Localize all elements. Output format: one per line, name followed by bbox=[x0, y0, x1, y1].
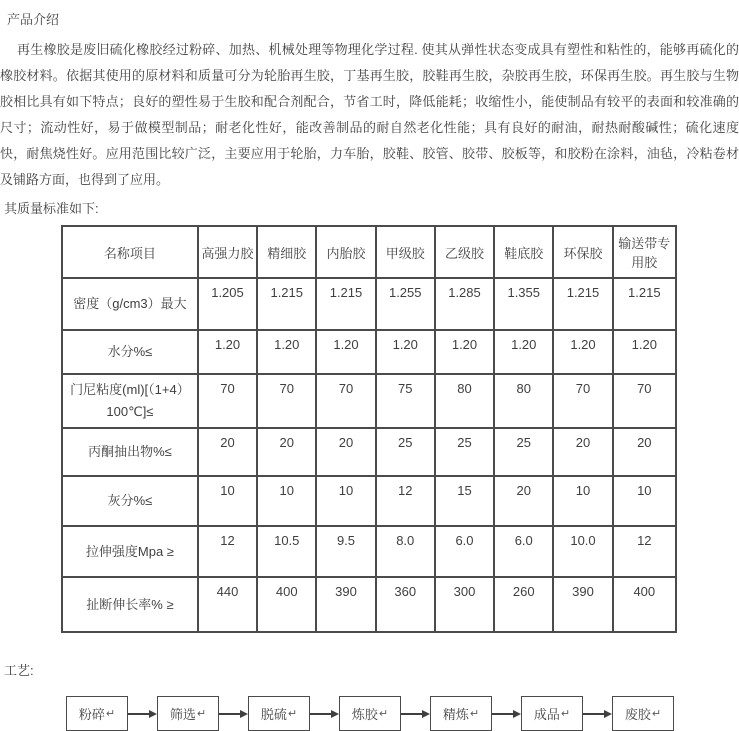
table-row bbox=[62, 330, 676, 374]
table-cell: 10 bbox=[613, 476, 676, 526]
quality-standards-table bbox=[61, 225, 677, 633]
column-header: 名称项目 bbox=[62, 226, 198, 278]
table-cell: 360 bbox=[376, 577, 435, 632]
arrow-right-icon bbox=[583, 710, 612, 718]
table-cell: 10.0 bbox=[553, 526, 612, 577]
table-cell: 70 bbox=[257, 374, 316, 428]
table-cell: 6.0 bbox=[494, 526, 553, 577]
table-cell: 1.205 bbox=[198, 278, 257, 330]
table-cell: 1.215 bbox=[316, 278, 375, 330]
table-cell: 25 bbox=[376, 428, 435, 476]
column-header: 鞋底胶 bbox=[494, 226, 553, 278]
column-header: 高强力胶 bbox=[198, 226, 257, 278]
process-step-label: 粉碎 bbox=[78, 707, 105, 722]
table-cell: 25 bbox=[494, 428, 553, 476]
return-mark-icon: ↵ bbox=[105, 708, 116, 720]
table-cell: 80 bbox=[435, 374, 494, 428]
return-mark-icon: ↵ bbox=[378, 708, 389, 720]
return-mark-icon: ↵ bbox=[469, 708, 480, 720]
arrow-right-icon bbox=[310, 710, 339, 718]
table-row bbox=[62, 428, 676, 476]
process-label: 工艺: bbox=[4, 663, 34, 678]
table-cell: 390 bbox=[316, 577, 375, 632]
table-header-row bbox=[62, 226, 676, 278]
table-cell: 400 bbox=[613, 577, 676, 632]
table-cell: 20 bbox=[198, 428, 257, 476]
table-cell: 1.215 bbox=[257, 278, 316, 330]
table-cell: 20 bbox=[553, 428, 612, 476]
table-cell: 20 bbox=[613, 428, 676, 476]
process-step-box bbox=[612, 696, 674, 731]
row-label: 拉伸强度Mpa ≥ bbox=[62, 526, 198, 577]
table-cell: 1.215 bbox=[613, 278, 676, 330]
table-cell: 70 bbox=[613, 374, 676, 428]
row-label: 门尼粘度(ml)[（1+4）100℃]≤ bbox=[62, 374, 198, 428]
row-label: 密度（g/cm3）最大 bbox=[62, 278, 198, 330]
process-step-label: 筛选 bbox=[169, 707, 196, 722]
process-step-label: 精炼 bbox=[442, 707, 469, 722]
standards-label: 其质量标准如下: bbox=[4, 201, 99, 216]
process-step-box bbox=[157, 696, 219, 731]
table-cell: 80 bbox=[494, 374, 553, 428]
table-cell: 20 bbox=[494, 476, 553, 526]
table-cell: 6.0 bbox=[435, 526, 494, 577]
process-step-box bbox=[339, 696, 401, 731]
table-cell: 15 bbox=[435, 476, 494, 526]
process-step-box bbox=[248, 696, 310, 731]
table-cell: 1.285 bbox=[435, 278, 494, 330]
table-cell: 390 bbox=[553, 577, 612, 632]
table-cell: 70 bbox=[198, 374, 257, 428]
table-cell: 8.0 bbox=[376, 526, 435, 577]
table-cell: 75 bbox=[376, 374, 435, 428]
table-cell: 25 bbox=[435, 428, 494, 476]
process-step-box bbox=[430, 696, 492, 731]
process-step-label: 废胶 bbox=[624, 707, 651, 722]
table-cell: 20 bbox=[257, 428, 316, 476]
column-header: 乙级胶 bbox=[435, 226, 494, 278]
table-cell: 10 bbox=[553, 476, 612, 526]
process-step-label: 成品 bbox=[533, 707, 560, 722]
table-row bbox=[62, 577, 676, 632]
arrow-right-icon bbox=[492, 710, 521, 718]
table-cell: 10.5 bbox=[257, 526, 316, 577]
table-cell: 1.355 bbox=[494, 278, 553, 330]
row-label: 扯断伸长率% ≥ bbox=[62, 577, 198, 632]
column-header: 内胎胶 bbox=[316, 226, 375, 278]
table-cell: 440 bbox=[198, 577, 257, 632]
table-cell: 20 bbox=[316, 428, 375, 476]
table-cell: 1.20 bbox=[257, 330, 316, 374]
column-header: 甲级胶 bbox=[376, 226, 435, 278]
return-mark-icon: ↵ bbox=[651, 708, 662, 720]
table-cell: 1.20 bbox=[613, 330, 676, 374]
table-cell: 1.20 bbox=[553, 330, 612, 374]
table-cell: 1.215 bbox=[553, 278, 612, 330]
table-row bbox=[62, 278, 676, 330]
table-row bbox=[62, 476, 676, 526]
return-mark-icon: ↵ bbox=[287, 708, 298, 720]
table-cell: 12 bbox=[198, 526, 257, 577]
table-row bbox=[62, 374, 676, 428]
table-cell: 260 bbox=[494, 577, 553, 632]
process-flow-diagram bbox=[66, 696, 739, 731]
process-step-label: 脱硫 bbox=[260, 707, 287, 722]
table-cell: 12 bbox=[613, 526, 676, 577]
row-label: 灰分%≤ bbox=[62, 476, 198, 526]
table-row bbox=[62, 526, 676, 577]
arrow-right-icon bbox=[219, 710, 248, 718]
table-cell: 10 bbox=[198, 476, 257, 526]
process-step-box bbox=[66, 696, 128, 731]
table-cell: 1.20 bbox=[494, 330, 553, 374]
table-cell: 10 bbox=[257, 476, 316, 526]
arrow-right-icon bbox=[128, 710, 157, 718]
table-cell: 70 bbox=[553, 374, 612, 428]
column-header: 环保胶 bbox=[553, 226, 612, 278]
table-cell: 9.5 bbox=[316, 526, 375, 577]
arrow-right-icon bbox=[401, 710, 430, 718]
row-label: 水分%≤ bbox=[62, 330, 198, 374]
table-cell: 1.20 bbox=[376, 330, 435, 374]
intro-paragraph: 再生橡胶是废旧硫化橡胶经过粉碎、加热、机械处理等物理化学过程. 使其从弹性状态变成具有塑性和粘性的，能够再硫化的橡胶材料。依据其使用的原材料和质量可分为轮胎再生胶，丁基再生胶，胶鞋再生胶，杂胶再生胶，环保再生胶。再生胶与生物胶相比具有如下特点；良好的塑性易于生胶和配合剂配合，节省工时，降低能耗；收缩性小，能使制品有较平的表面和较准确的尺寸；流动性好，易于做模型制品；耐老化性好，能改善制品的耐自然老化性能；具有良好的耐油，耐热耐酸碱性；硫化速度快，耐焦烧性好。应用范围比较广泛，主要应用于轮胎，力车胎，胶鞋、胶管、胶带、胶板等，和胶粉在涂料，油毡，冷粘卷材及铺路方面，也得到了应用。 bbox=[0, 42, 739, 187]
row-label: 丙酮抽出物%≤ bbox=[62, 428, 198, 476]
table-cell: 400 bbox=[257, 577, 316, 632]
table-cell: 1.20 bbox=[198, 330, 257, 374]
page-title: 产品介绍 bbox=[7, 12, 60, 27]
return-mark-icon: ↵ bbox=[196, 708, 207, 720]
process-step-box bbox=[521, 696, 583, 731]
column-header: 输送带专用胶 bbox=[613, 226, 676, 278]
table-cell: 1.20 bbox=[316, 330, 375, 374]
return-mark-icon: ↵ bbox=[560, 708, 571, 720]
table-cell: 1.20 bbox=[435, 330, 494, 374]
table-cell: 10 bbox=[316, 476, 375, 526]
table-cell: 1.255 bbox=[376, 278, 435, 330]
table-cell: 12 bbox=[376, 476, 435, 526]
table-cell: 300 bbox=[435, 577, 494, 632]
column-header: 精细胶 bbox=[257, 226, 316, 278]
process-step-label: 炼胶 bbox=[351, 707, 378, 722]
table-cell: 70 bbox=[316, 374, 375, 428]
